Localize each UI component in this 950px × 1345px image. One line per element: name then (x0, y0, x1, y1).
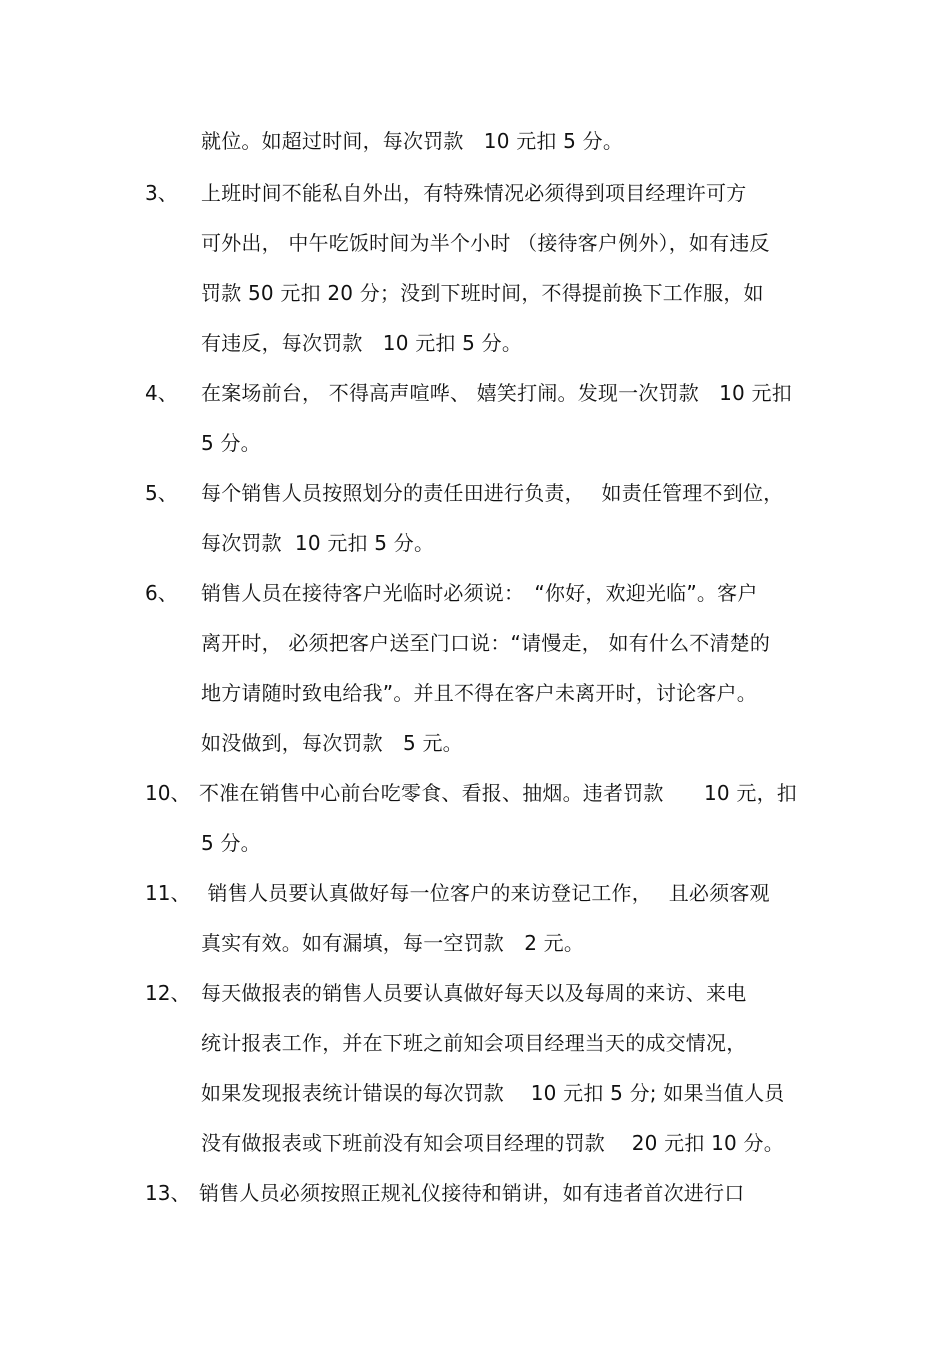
text-line: 离开时， 必须把客户送至门口说：“请慢走， 如有什么不清楚的 (201, 631, 771, 655)
text-line: 每个销售人员按照划分的责任田进行负责， 如责任管理不到位， (201, 481, 784, 505)
text-line: 5 分。 (201, 831, 261, 855)
text-line: 真实有效。如有漏填，每一空罚款 2 元。 (201, 931, 585, 955)
item-number: 5、 (145, 481, 178, 505)
text-line: 上班时间不能私自外出，有特殊情况必须得到项目经理许可方 (201, 181, 747, 205)
text-line: 可外出， 中午吃饭时间为半个小时 （接待客户例外），如有违反 (201, 231, 770, 255)
text-line: 罚款 50 元扣 20 分；没到下班时间，不得提前换下工作服，如 (201, 281, 764, 305)
text-line: 不准在销售中心前台吃零食、看报、抽烟。违者罚款 10 元，扣 (199, 781, 798, 805)
item-number: 10、 (145, 781, 191, 805)
item-number: 3、 (145, 181, 178, 205)
text-line: 销售人员在接待客户光临时必须说： “你好，欢迎光临”。客户 (201, 581, 758, 605)
item-number: 4、 (145, 381, 178, 405)
text-line: 销售人员必须按照正规礼仪接待和销讲，如有违者首次进行口 (199, 1181, 745, 1205)
text-line: 每天做报表的销售人员要认真做好每天以及每周的来访、来电 (201, 981, 747, 1005)
text-line: 地方请随时致电给我”。并且不得在客户未离开时，讨论客户。 (201, 681, 757, 705)
text-line: 没有做报表或下班前没有知会项目经理的罚款 20 元扣 10 分。 (201, 1131, 784, 1155)
text-line: 统计报表工作，并在下班之前知会项目经理当天的成交情况， (201, 1031, 747, 1055)
text-line: 有违反，每次罚款 10 元扣 5 分。 (201, 331, 523, 355)
text-line: 就位。如超过时间，每次罚款 10 元扣 5 分。 (201, 129, 624, 153)
item-number: 6、 (145, 581, 178, 605)
text-line: 如果发现报表统计错误的每次罚款 10 元扣 5 分; 如果当值人员 (201, 1081, 785, 1105)
item-number: 12、 (145, 981, 191, 1005)
item-number: 13、 (145, 1181, 191, 1205)
text-line: 销售人员要认真做好每一位客户的来访登记工作， 且必须客观 (201, 881, 770, 905)
text-line: 每次罚款 10 元扣 5 分。 (201, 531, 435, 555)
item-number: 11、 (145, 881, 191, 905)
text-line: 如没做到，每次罚款 5 元。 (201, 731, 463, 755)
text-line: 5 分。 (201, 431, 261, 455)
text-line: 在案场前台， 不得高声喧哗、 嬉笑打闹。发现一次罚款 10 元扣 (201, 381, 792, 405)
